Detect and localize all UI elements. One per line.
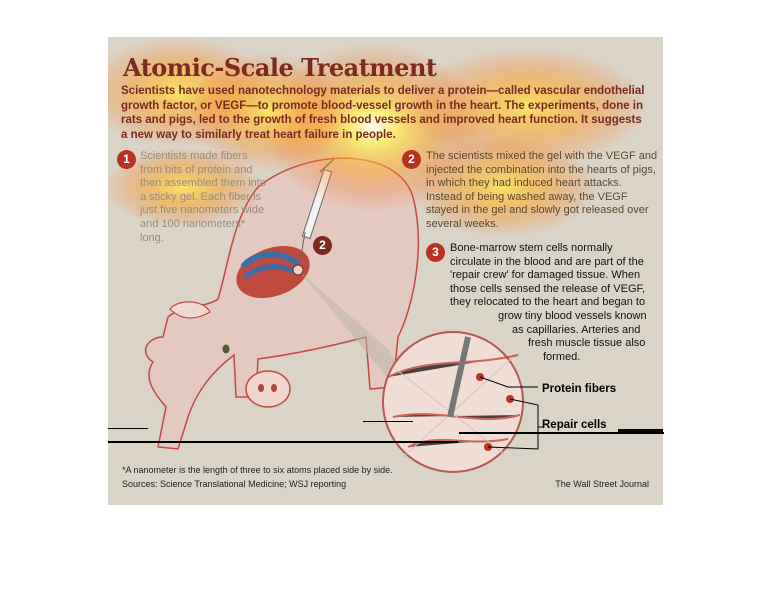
divider-line bbox=[108, 428, 148, 429]
divider-line bbox=[618, 429, 663, 432]
repair-cells-label: Repair cells bbox=[542, 419, 607, 431]
divider-line bbox=[459, 432, 664, 434]
step-3-badge: 3 bbox=[426, 243, 445, 262]
step-2-text: The scientists mixed the gel with the VEGF and injected the combination into the hearts of pigs, in which they had induced heart attacks. Instead of being washed away, the VEGF stayed in the gel and slowly got released over several weeks. bbox=[426, 150, 658, 230]
infographic-card bbox=[108, 37, 663, 505]
step-2-badge: 2 bbox=[402, 150, 421, 169]
protein-fibers-label: Protein fibers bbox=[542, 383, 617, 395]
step-1-badge: 1 bbox=[117, 150, 136, 169]
page-title: Atomic-Scale Treatment bbox=[123, 53, 437, 82]
wsj-credit: The Wall Street Journal bbox=[555, 479, 649, 489]
step-1-text: Scientists made fibers from bits of protein and then assembled them into a sticky gel. Each fiber is just five nanometers wide and 100 nanometers* long. bbox=[140, 150, 266, 244]
divider-line bbox=[363, 421, 413, 422]
sources: Sources: Science Translational Medicine; WSJ reporting bbox=[122, 479, 347, 489]
divider-line bbox=[108, 441, 458, 443]
step-3-text: Bone-marrow stem cells normally circulate in the blood and are part of the 'repair crew' for damaged tissue. When those cells sensed the release of VEGF, they relocated to the heart and began to grow tiny blood vessels known as capillaries. Arteries and fresh muscle tissue also formed. bbox=[450, 242, 647, 363]
intro-text: Scientists have used nanotechnology materials to deliver a protein—called vascular endothelial growth factor, or VEGF—to promote blood-vessel growth in the heart. The experiments, done in rats and pigs, led to the growth of fresh blood vessels and improved heart function. It suggests a new way to similarly treat heart failure in people. bbox=[121, 85, 645, 141]
footnote: *A nanometer is the length of three to six atoms placed side by side. bbox=[122, 465, 393, 475]
diagram-step-2-badge: 2 bbox=[313, 236, 332, 255]
